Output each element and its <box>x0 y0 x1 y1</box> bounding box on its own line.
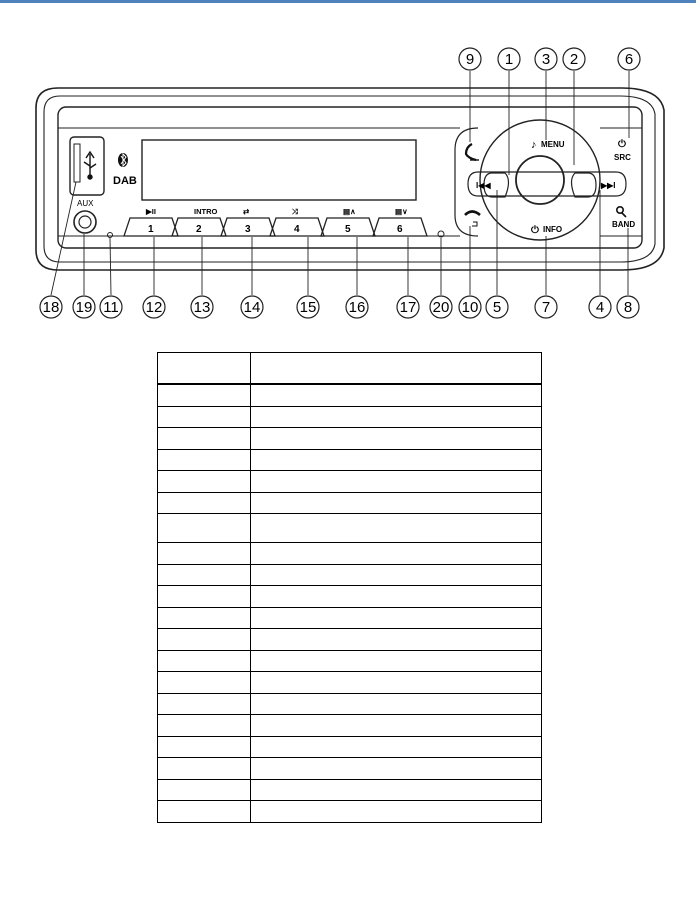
radio-front-panel-diagram <box>0 0 696 340</box>
table-row <box>158 672 542 694</box>
table-row <box>158 514 542 543</box>
table-cell-description <box>251 428 542 450</box>
callout-number: 1 <box>504 51 514 68</box>
table-cell-number <box>158 715 251 737</box>
table-cell-description <box>251 471 542 493</box>
answer-call-icon[interactable] <box>466 144 479 160</box>
table-cell-description <box>251 543 542 565</box>
prev-track-button[interactable]: I◀◀ <box>476 181 491 190</box>
aux-jack[interactable] <box>74 211 96 233</box>
table-row <box>158 758 542 780</box>
table-cell-number <box>158 384 251 406</box>
callout-number: 4 <box>595 299 605 316</box>
table-cell-description <box>251 693 542 715</box>
callout-number: 13 <box>193 299 211 316</box>
preset-function-label: ▶II <box>146 207 156 216</box>
preset-button-5[interactable] <box>321 207 375 236</box>
table-row <box>158 607 542 629</box>
callout-18 <box>40 296 62 318</box>
table-cell-description <box>251 629 542 651</box>
table-cell-description <box>251 758 542 780</box>
callout-number: 12 <box>145 299 163 316</box>
table-cell-description <box>251 736 542 758</box>
table-cell-number <box>158 693 251 715</box>
callout-19 <box>73 296 95 318</box>
preset-number: 4 <box>294 224 300 235</box>
table-cell-number <box>158 758 251 780</box>
callout-number: 10 <box>461 299 479 316</box>
menu-button[interactable]: MENU <box>541 140 565 149</box>
preset-button-4[interactable] <box>270 207 324 236</box>
callout-number: 17 <box>399 299 417 316</box>
callout-number: 2 <box>569 51 579 68</box>
phone-button-bezel <box>455 128 478 236</box>
callout-4 <box>589 296 611 318</box>
callout-15 <box>297 296 319 318</box>
table-row <box>158 586 542 608</box>
table-cell-description <box>251 672 542 694</box>
src-button[interactable]: SRC <box>614 153 631 162</box>
callout-number: 6 <box>624 51 634 68</box>
table-cell-number <box>158 449 251 471</box>
preset-number: 5 <box>345 224 351 235</box>
table-cell-description <box>251 650 542 672</box>
table-cell-number <box>158 650 251 672</box>
callout-number: 19 <box>75 299 93 316</box>
table-row <box>158 801 542 823</box>
callout-16 <box>346 296 368 318</box>
table-cell-number <box>158 607 251 629</box>
next-track-button[interactable]: ▶▶I <box>601 181 616 190</box>
table-cell-number <box>158 801 251 823</box>
preset-button-3[interactable] <box>221 207 275 236</box>
callout-17 <box>397 296 419 318</box>
callout-number: 9 <box>465 51 475 68</box>
table-header-cell <box>158 353 251 385</box>
table-cell-description <box>251 492 542 514</box>
callout-number: 5 <box>492 299 502 316</box>
preset-function-label: ▤∨ <box>395 207 408 216</box>
reset-hole[interactable] <box>108 233 113 238</box>
table-cell-description <box>251 607 542 629</box>
dab-logo: DAB <box>113 175 137 187</box>
table-cell-description <box>251 514 542 543</box>
callout-number: 14 <box>243 299 261 316</box>
callout-7 <box>535 296 557 318</box>
table-row <box>158 543 542 565</box>
table-row <box>158 492 542 514</box>
callout-number: 15 <box>299 299 317 316</box>
table-cell-number <box>158 736 251 758</box>
table-cell-description <box>251 449 542 471</box>
callout-number: 7 <box>541 299 551 316</box>
preset-function-label: ⇄ <box>243 207 250 216</box>
callout-3 <box>535 48 557 70</box>
band-button[interactable]: BAND <box>612 220 636 229</box>
table-row <box>158 629 542 651</box>
preset-number: 1 <box>148 224 154 235</box>
callout-13 <box>191 296 213 318</box>
preset-button-6[interactable] <box>373 207 427 236</box>
power-icon: ⏻ <box>531 225 539 236</box>
aux-label: AUX <box>77 199 94 208</box>
callout-number: 18 <box>42 299 60 316</box>
preset-function-label: ▤∧ <box>343 207 356 216</box>
table-row <box>158 564 542 586</box>
table-cell-number <box>158 471 251 493</box>
table-cell-number <box>158 514 251 543</box>
table-row <box>158 406 542 428</box>
callout-14 <box>241 296 263 318</box>
search-icon <box>617 207 626 217</box>
callout-10 <box>459 296 481 318</box>
callout-number: 16 <box>348 299 366 316</box>
table-row <box>158 428 542 450</box>
preset-number: 6 <box>397 224 403 235</box>
table-cell-description <box>251 801 542 823</box>
table-cell-number <box>158 586 251 608</box>
preset-button-1[interactable] <box>124 207 178 236</box>
table-row <box>158 384 542 406</box>
table-cell-number <box>158 428 251 450</box>
table-row <box>158 650 542 672</box>
table-cell-number <box>158 492 251 514</box>
table-header-cell <box>251 353 542 385</box>
preset-number: 2 <box>196 224 202 235</box>
table-row <box>158 715 542 737</box>
callout-6 <box>618 48 640 70</box>
preset-function-label: ⤨ <box>292 207 298 216</box>
volume-knob[interactable] <box>516 156 564 204</box>
table-cell-description <box>251 384 542 406</box>
usb-icon <box>84 152 96 179</box>
callout-5 <box>486 296 508 318</box>
table-cell-description <box>251 406 542 428</box>
callout-number: 20 <box>432 299 450 316</box>
table-cell-number <box>158 672 251 694</box>
table-cell-description <box>251 715 542 737</box>
preset-button-2[interactable] <box>172 207 226 236</box>
callout-number: 3 <box>541 51 551 68</box>
info-button[interactable]: INFO <box>543 225 563 234</box>
callout-11 <box>100 296 122 318</box>
table-header-row <box>158 353 542 385</box>
table-row <box>158 736 542 758</box>
table-cell-number <box>158 543 251 565</box>
table-cell-description <box>251 779 542 801</box>
table-row <box>158 693 542 715</box>
legend-table <box>157 352 542 823</box>
preset-buttons <box>124 207 427 236</box>
preset-function-label: INTRO <box>194 207 218 216</box>
music-note-icon: ♪ <box>531 139 537 151</box>
table-cell-number <box>158 629 251 651</box>
table-row <box>158 779 542 801</box>
callout-2 <box>563 48 585 70</box>
table-row <box>158 471 542 493</box>
src-power-icon: ⏻ <box>618 139 626 150</box>
callout-1 <box>498 48 520 70</box>
callout-12 <box>143 296 165 318</box>
preset-number: 3 <box>245 224 251 235</box>
table-cell-number <box>158 564 251 586</box>
callout-20 <box>430 296 452 318</box>
callout-9 <box>459 48 481 70</box>
callout-leaders <box>51 71 629 295</box>
lcd-display <box>142 140 416 200</box>
control-ring <box>480 120 600 240</box>
bluetooth-icon <box>118 153 128 167</box>
table-row <box>158 449 542 471</box>
table-cell-number <box>158 406 251 428</box>
table-cell-description <box>251 564 542 586</box>
callout-number: 8 <box>623 299 633 316</box>
callout-number: 11 <box>103 299 119 316</box>
hangup-call-icon[interactable] <box>465 212 480 227</box>
table-cell-description <box>251 586 542 608</box>
table-cell-number <box>158 779 251 801</box>
callout-8 <box>617 296 639 318</box>
